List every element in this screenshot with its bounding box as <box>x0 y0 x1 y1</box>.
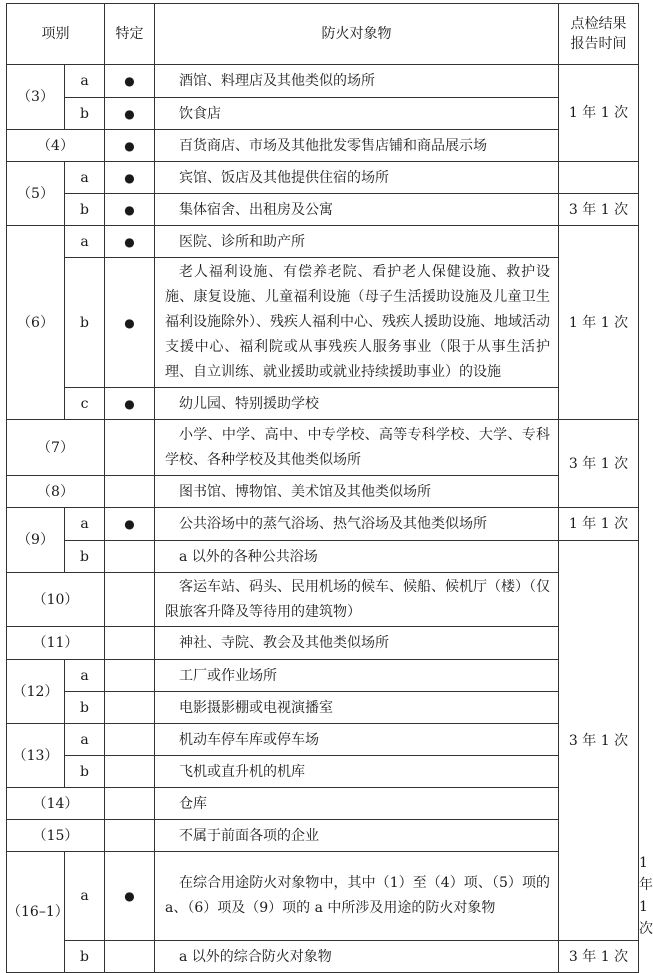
report-time: 3 年 1 次 <box>559 194 639 226</box>
object-text: 图书馆、博物馆、美术馆及其他类似场所 <box>155 476 559 508</box>
special-mark-empty <box>105 476 155 508</box>
sub-item: b <box>65 692 105 724</box>
special-mark: ● <box>105 98 155 130</box>
report-time-blank <box>559 162 639 194</box>
special-mark: ● <box>105 162 155 194</box>
object-text: a 以外的综合防火对象物 <box>155 941 559 973</box>
special-mark-empty <box>105 788 155 820</box>
sub-item: a <box>65 65 105 98</box>
item-number: （10） <box>7 573 105 627</box>
object-text: 神社、寺院、教会及其他类似场所 <box>155 627 559 660</box>
table-row <box>7 65 639 98</box>
object-text: a 以外的各种公共浴场 <box>155 541 559 573</box>
sub-item: a <box>65 660 105 692</box>
table-row <box>7 388 639 420</box>
table-row <box>7 941 639 973</box>
item-number: （11） <box>7 627 105 660</box>
report-time: 1 年 1 次 <box>559 226 639 420</box>
sub-item: b <box>65 941 105 973</box>
report-time: 3 年 1 次 <box>559 541 639 941</box>
special-mark: ● <box>105 194 155 226</box>
special-mark-empty <box>105 660 155 692</box>
object-text: 医院、诊所和助产所 <box>155 226 559 258</box>
item-number: （12） <box>7 660 65 724</box>
special-mark: ● <box>105 388 155 420</box>
object-text: 在综合用途防火对象物中，其中（1）至（4）项、（5）项的 a、（6）项及（9）项的 a 中所涉及用途的防火对象物 <box>155 852 559 941</box>
table-row <box>7 788 639 820</box>
special-mark-empty <box>105 724 155 756</box>
object-text: 集体宿舍、出租房及公寓 <box>155 194 559 226</box>
header-report: 点检结果 报告时间 <box>559 4 639 65</box>
table-row <box>7 820 639 852</box>
item-number: （4） <box>7 130 105 162</box>
sub-item: a <box>65 162 105 194</box>
header-item: 项别 <box>7 4 105 65</box>
table-row <box>7 692 639 724</box>
object-text: 不属于前面各项的企业 <box>155 820 559 852</box>
item-number: （5） <box>7 162 65 226</box>
special-mark-empty <box>105 573 155 627</box>
report-time: 1 年 1 次 <box>559 508 639 541</box>
special-mark-empty <box>105 541 155 573</box>
object-text: 公共浴场中的蒸气浴场、热气浴场及其他类似场所 <box>155 508 559 541</box>
report-time: 1 年 1 次 <box>559 65 639 162</box>
object-text: 飞机或直升机的机库 <box>155 756 559 788</box>
sub-item: a <box>65 724 105 756</box>
item-number: （7） <box>7 420 105 476</box>
object-text: 百货商店、市场及其他批发零售店铺和商品展示场 <box>155 130 559 162</box>
report-time: 3 年 1 次 <box>559 941 639 973</box>
item-number: （16–1） <box>7 852 65 973</box>
table-row <box>7 573 639 627</box>
table-row <box>7 194 639 226</box>
special-mark-empty <box>105 756 155 788</box>
special-mark: ● <box>105 508 155 541</box>
sub-item: a <box>65 508 105 541</box>
sub-item: c <box>65 388 105 420</box>
special-mark: ● <box>105 226 155 258</box>
special-mark: ● <box>105 852 155 941</box>
sub-item: b <box>65 756 105 788</box>
table-row <box>7 162 639 194</box>
fire-inspection-table <box>6 3 653 973</box>
special-mark-empty <box>105 627 155 660</box>
special-mark-empty <box>105 820 155 852</box>
object-text: 饮食店 <box>155 98 559 130</box>
table-row <box>7 130 639 162</box>
object-text: 仓库 <box>155 788 559 820</box>
table-row <box>7 258 639 388</box>
item-number: （3） <box>7 65 65 130</box>
item-number: （15） <box>7 820 105 852</box>
table-row <box>7 508 639 541</box>
item-number: （14） <box>7 788 105 820</box>
object-text: 酒馆、料理店及其他类似的场所 <box>155 65 559 98</box>
sub-item: a <box>65 226 105 258</box>
object-text: 机动车停车库或停车场 <box>155 724 559 756</box>
sub-item: b <box>65 98 105 130</box>
object-text: 电影摄影棚或电视演播室 <box>155 692 559 724</box>
table-row <box>7 226 639 258</box>
sub-item: a <box>65 852 105 941</box>
table-row <box>7 98 639 130</box>
special-mark: ● <box>105 258 155 388</box>
table-row <box>7 756 639 788</box>
table-row <box>7 420 639 476</box>
header-special: 特定 <box>105 4 155 65</box>
object-text: 工厂或作业场所 <box>155 660 559 692</box>
special-mark-empty <box>105 941 155 973</box>
special-mark-empty <box>105 692 155 724</box>
item-number: （9） <box>7 508 65 573</box>
object-text: 小学、中学、高中、中专学校、高等专科学校、大学、专科学校、各种学校及其他类似场所 <box>155 420 559 476</box>
table-row: （16–1） a ● 在综合用途防火对象物中，其中（1）至（4）项、（5）项的 a、（6）项及（9）项的 a 中所涉及用途的防火对象物 1 年 1 次 <box>7 852 639 941</box>
sub-item: b <box>65 194 105 226</box>
sub-item: b <box>65 541 105 573</box>
item-number: （13） <box>7 724 65 788</box>
object-text: 客运车站、码头、民用机场的候车、候船、候机厅（楼）（仅限旅客升降及等待用的建筑物） <box>155 573 559 627</box>
object-text: 幼儿园、特别援助学校 <box>155 388 559 420</box>
item-number: （8） <box>7 476 105 508</box>
table-row <box>7 476 639 508</box>
header-object: 防火对象物 <box>155 4 559 65</box>
report-time: 3 年 1 次 <box>559 420 639 508</box>
object-text: 老人福利设施、有偿养老院、看护老人保健设施、救护设施、康复设施、儿童福利设施（母子生活援助设施及儿童卫生福利设施除外）、残疾人福利中心、残疾人援助设施、地域活动支援中心、福利院或从事残疾人服务事业（限于从事生活护理、自立训练、就业援助或就业持续援助事业）的设施 <box>155 258 559 388</box>
table-row <box>7 724 639 756</box>
sub-item: b <box>65 258 105 388</box>
special-mark: ● <box>105 65 155 98</box>
table-row <box>7 541 639 573</box>
special-mark: ● <box>105 130 155 162</box>
table-row <box>7 660 639 692</box>
object-text: 宾馆、饭店及其他提供住宿的场所 <box>155 162 559 194</box>
item-number: （6） <box>7 226 65 420</box>
special-mark-empty <box>105 420 155 476</box>
header-row <box>7 4 639 65</box>
table-row <box>7 627 639 660</box>
